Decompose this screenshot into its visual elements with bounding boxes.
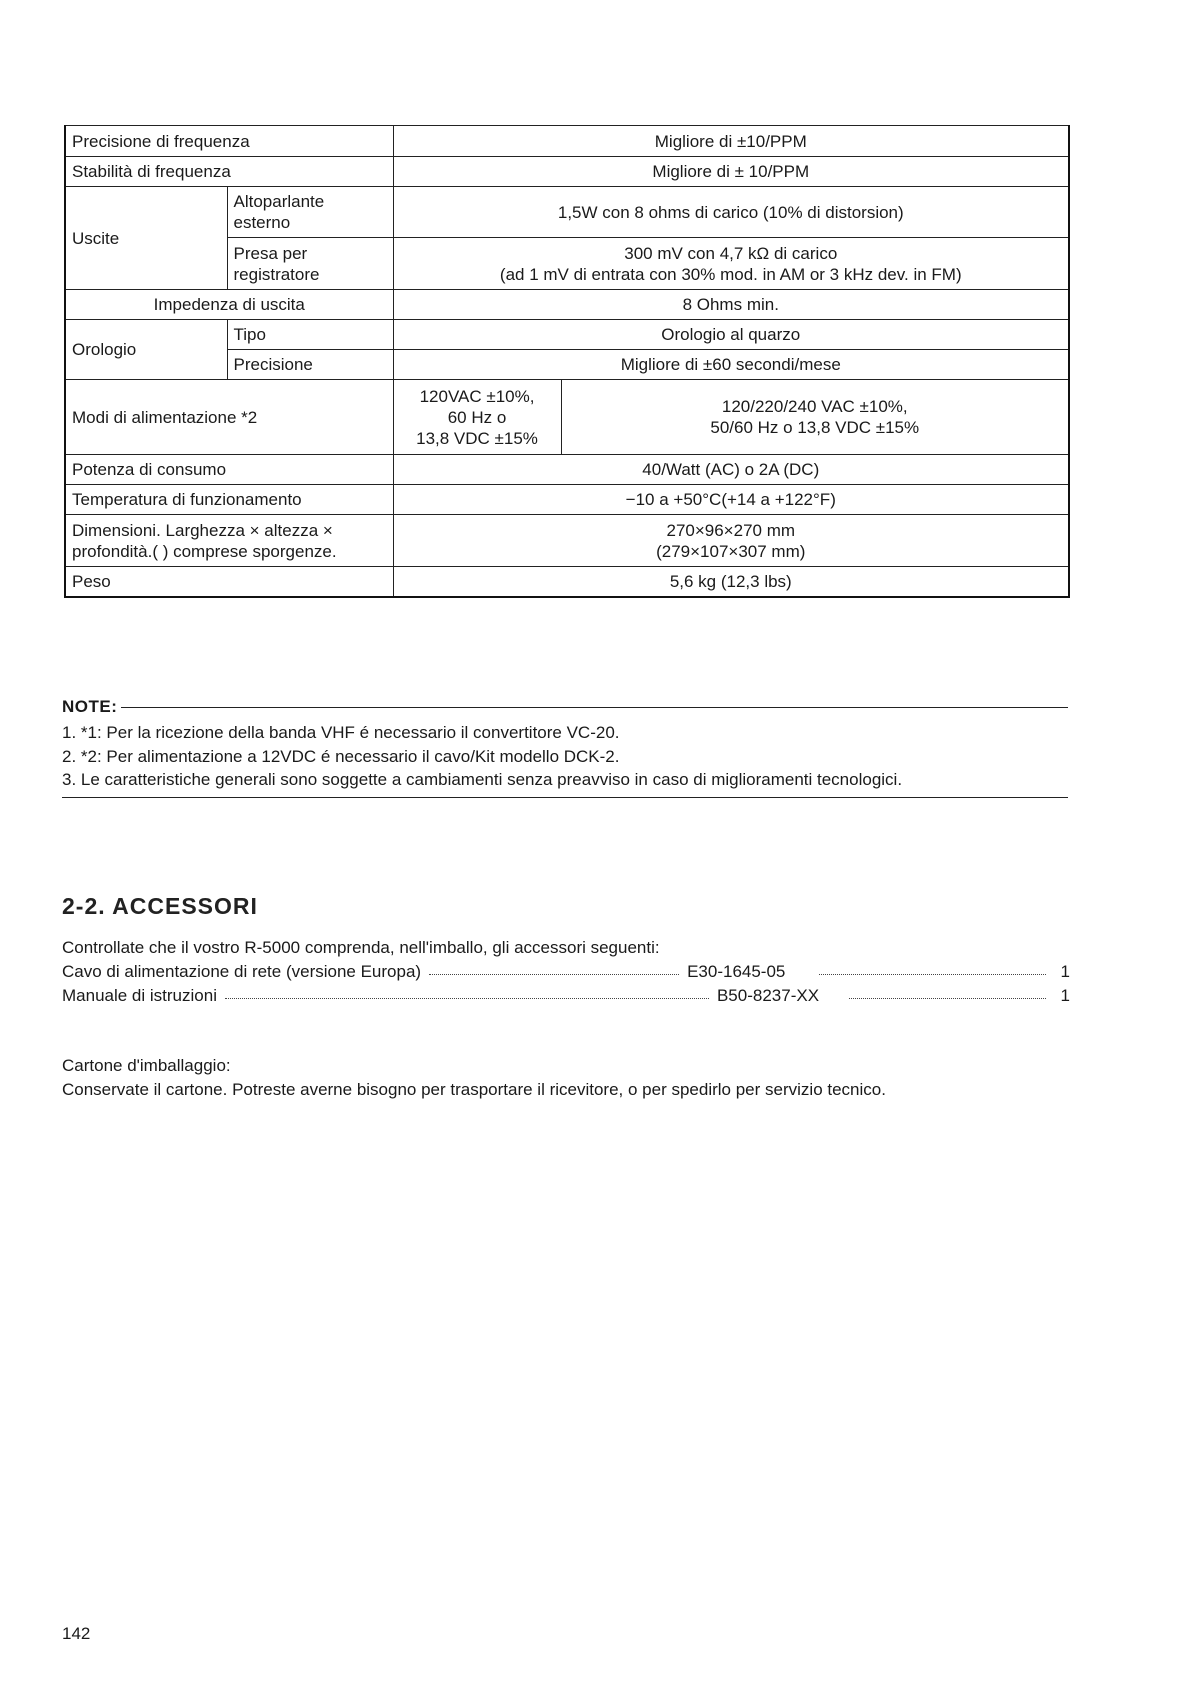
section-title-accessories: 2-2. ACCESSORI [62,893,258,919]
spec-sublabel [227,187,393,238]
spec-value-line: 270×96×270 mm [666,520,796,540]
spec-sublabel: Precisione [227,350,393,380]
spec-label: Peso [65,567,393,597]
spec-sublabel-line: registratore [233,264,320,284]
spec-value: Orologio al quarzo [393,320,1069,350]
note-item: 3. Le caratteristiche generali sono soggette a cambiamenti senza preavviso in caso di miglioramenti tecnologici. [62,770,903,789]
spec-sublabel-line: esterno [233,213,291,232]
notes-title: NOTE: [62,697,118,716]
spec-row-clock-type [65,320,1069,350]
spec-value: Migliore di ± 10/PPM [393,157,1069,187]
spec-row-dimensions [65,515,1069,567]
spec-value-line: 120/220/240 VAC ±10%, [721,397,908,416]
leader-dots [429,960,679,975]
spec-value-line: 120VAC ±10%, [419,386,535,406]
page-number: 142 [62,1624,91,1643]
spec-label: Stabilità di frequenza [65,157,393,187]
spec-sublabel: Tipo [227,320,393,350]
spec-value: 1,5W con 8 ohms di carico (10% di distorsion) [393,187,1069,238]
notes-rule [121,707,1068,708]
leader-dots [849,984,1046,999]
notes-header [62,697,1068,717]
accessory-name: Cavo di alimentazione di rete (versione Europa) [62,962,422,981]
spec-value: −10 a +50°C(+14 a +122°F) [393,485,1069,515]
spec-label: Uscite [65,187,227,290]
spec-sublabel-line: Presa per [233,243,308,263]
spec-value [393,238,1069,290]
spec-value: 40/Watt (AC) o 2A (DC) [393,455,1069,485]
note-item: 1. *1: Per la ricezione della banda VHF é necessario il convertitore VC-20. [62,723,620,742]
spec-row-power-consumption [65,455,1069,485]
spec-label: Impedenza di uscita [65,290,393,320]
spec-label: Temperatura di funzionamento [65,485,393,515]
spec-value-right [561,380,1069,455]
spec-label: Precisione di frequenza [65,126,393,157]
accessory-qty: 1 [1060,962,1070,981]
spec-sublabel [227,238,393,290]
spec-value: 8 Ohms min. [393,290,1069,320]
spec-row-freq-precision [65,126,1069,157]
spec-table [64,125,1070,598]
spec-row-output-impedance [65,290,1069,320]
notes-bottom-rule [62,797,1068,798]
accessory-name: Manuale di istruzioni [62,986,217,1005]
note-item: 2. *2: Per alimentazione a 12VDC é necessario il cavo/Kit modello DCK-2. [62,746,620,766]
spec-value-line: (279×107×307 mm) [656,541,806,561]
spec-row-operating-temp [65,485,1069,515]
accessory-qty: 1 [1060,986,1070,1005]
accessories-intro: Controllate che il vostro R-5000 comprenda, nell'imballo, gli accessori seguenti: [62,938,660,957]
spec-value-left [393,380,561,455]
spec-value-line: 300 mV con 4,7 kΩ di carico [624,243,838,263]
leader-dots [819,960,1046,975]
spec-row-freq-stability [65,157,1069,187]
spec-label: Potenza di consumo [65,455,393,485]
notes-list [62,721,1068,792]
carton-text: Conservate il cartone. Potreste averne bisogno per trasportare il ricevitore, o per spedirlo per servizio tecnico. [62,1080,886,1099]
spec-value-line: 50/60 Hz o 13,8 VDC ±15% [710,418,920,437]
accessory-row [62,960,1070,984]
leader-dots [225,984,709,999]
spec-row-outputs-speaker [65,187,1069,238]
spec-value: Migliore di ±10/PPM [393,126,1069,157]
spec-value-line: (ad 1 mV di entrata con 30% mod. in AM or 3 kHz dev. in FM) [499,264,962,284]
spec-label-line: profondità.( ) comprese sporgenze. [72,541,337,561]
spec-label: Modi di alimentazione *2 [65,380,393,455]
spec-value: Migliore di ±60 secondi/mese [393,350,1069,380]
spec-row-power-modes [65,380,1069,455]
carton-title: Cartone d'imballaggio: [62,1056,231,1075]
accessory-row [62,984,1070,1008]
spec-sublabel-line: Altoparlante [233,192,325,211]
spec-value [393,515,1069,567]
spec-row-weight [65,567,1069,597]
spec-value-line: 60 Hz o [447,407,507,427]
spec-label-line: Dimensioni. Larghezza × altezza × [72,520,333,540]
spec-value: 5,6 kg (12,3 lbs) [393,567,1069,597]
spec-label: Orologio [65,320,227,380]
accessory-code: B50-8237-XX [716,986,820,1005]
spec-value-line: 13,8 VDC ±15% [416,428,538,448]
spec-label [65,515,393,567]
accessory-code: E30-1645-05 [687,962,786,981]
